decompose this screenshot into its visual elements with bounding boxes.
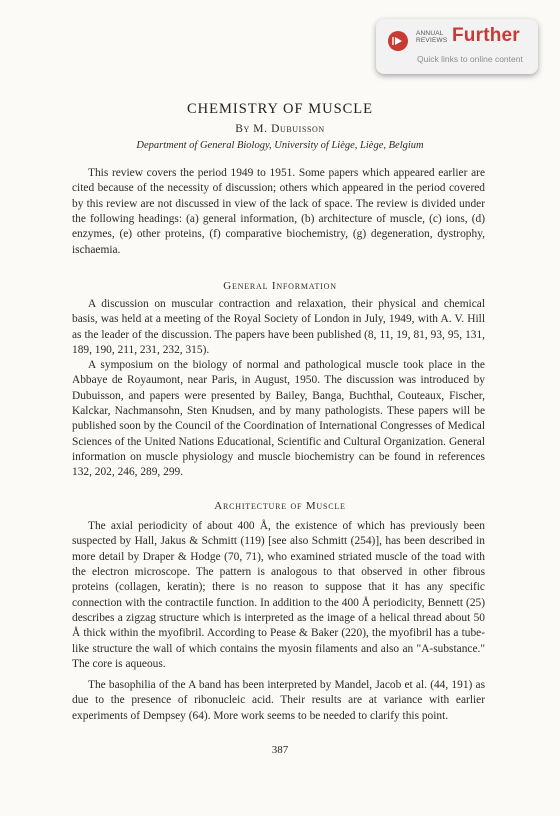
general-info-paragraph-2: A symposium on the biology of normal and pathological muscle took place in the Abbaye de Royaumont, near Paris, in August, 1950. The discussion was introduced by Dubuisson, and papers were presented by Bailey, Banga, Buchthal, Couteaux, Fischer, Kalckar, Nachmansohn, Sten Knudsen, and by many pathologists. These papers will be published soon by the Council of the Coordination of International Congresses of Medical Sciences of the United Nations Educational, Scientific and Cultural Organization. General information on muscle physiology and muscle biochemistry can be found in references 132, 202, 246, 289, 299. <box>72 359 485 479</box>
reviews-label: REVIEWS <box>416 37 448 44</box>
page-number: 387 <box>271 744 289 756</box>
further-label: Further <box>452 25 520 46</box>
article-title: CHEMISTRY OF MUSCLE <box>186 101 374 117</box>
section-heading-general-information: General Information <box>223 280 337 292</box>
section-heading-architecture-of-muscle: Architecture of Muscle <box>214 500 346 512</box>
annual-reviews-further-badge[interactable] <box>376 19 538 74</box>
intro-paragraph: This review covers the period 1949 to 1951. Some papers which appeared earlier are cited because of the necessity of discussion; others which appeared in the period covered by this review are not discussed in view of the lack of space. The review is divided under the following headings: (a) general information, (b) architecture of muscle, (c) ions, (d) enzymes, (e) other proteins, (f) comparative biochemistry, (g) degeneration, dystrophy, ischaemia. <box>72 167 485 256</box>
architecture-paragraph-2: The basophilia of the A band has been interpreted by Mandel, Jacob et al. (44, 191) as due to the presence of ribonucleic acid. Their results are at variance with earlier experiments of Dempsey (64). More work seems to be needed to clarify this point. <box>72 679 485 722</box>
annual-reviews-logo-icon <box>388 31 408 51</box>
architecture-paragraph-1: The axial periodicity of about 400 Å, the existence of which has previously been suspected by Hall, Jakus & Schmitt (119) [see also Schmitt (254)], has been described in more detail by Draper & Hodge (70, 71), who examined striated muscle of the toad with the electron microscope. The pattern is analogous to that observed in other fibrous proteins (collagen, keratin); there is no reason to suppose that it has any specific connection with the contractile function. In addition to the 400 Å periodicity, Bennett (25) describes a zigzag structure which is interpreted as the image of a helical thread about 50 Å thick within the myofibril. According to Pease & Baker (220), the myofibril has a tube-like structure the wall of which contains the myosin filaments and also an "A-substance." The core is aqueous. <box>72 520 485 671</box>
general-info-paragraph-1: A discussion on muscular contraction and relaxation, their physical and chemical basis, was held at a meeting of the Royal Society of London in July, 1949, with A. V. Hill as the leader of the discussion. The papers have been published (8, 11, 19, 81, 93, 95, 131, 189, 190, 211, 231, 232, 315). <box>72 298 485 357</box>
annual-label: ANNUAL <box>416 30 444 37</box>
affiliation-line: Department of General Biology, University of Liège, Liège, Belgium <box>136 140 424 151</box>
author-line: By M. Dubuisson <box>235 123 325 135</box>
quick-links-label[interactable]: Quick links to online content <box>417 54 523 64</box>
annual-reviews-wordmark <box>416 30 456 44</box>
